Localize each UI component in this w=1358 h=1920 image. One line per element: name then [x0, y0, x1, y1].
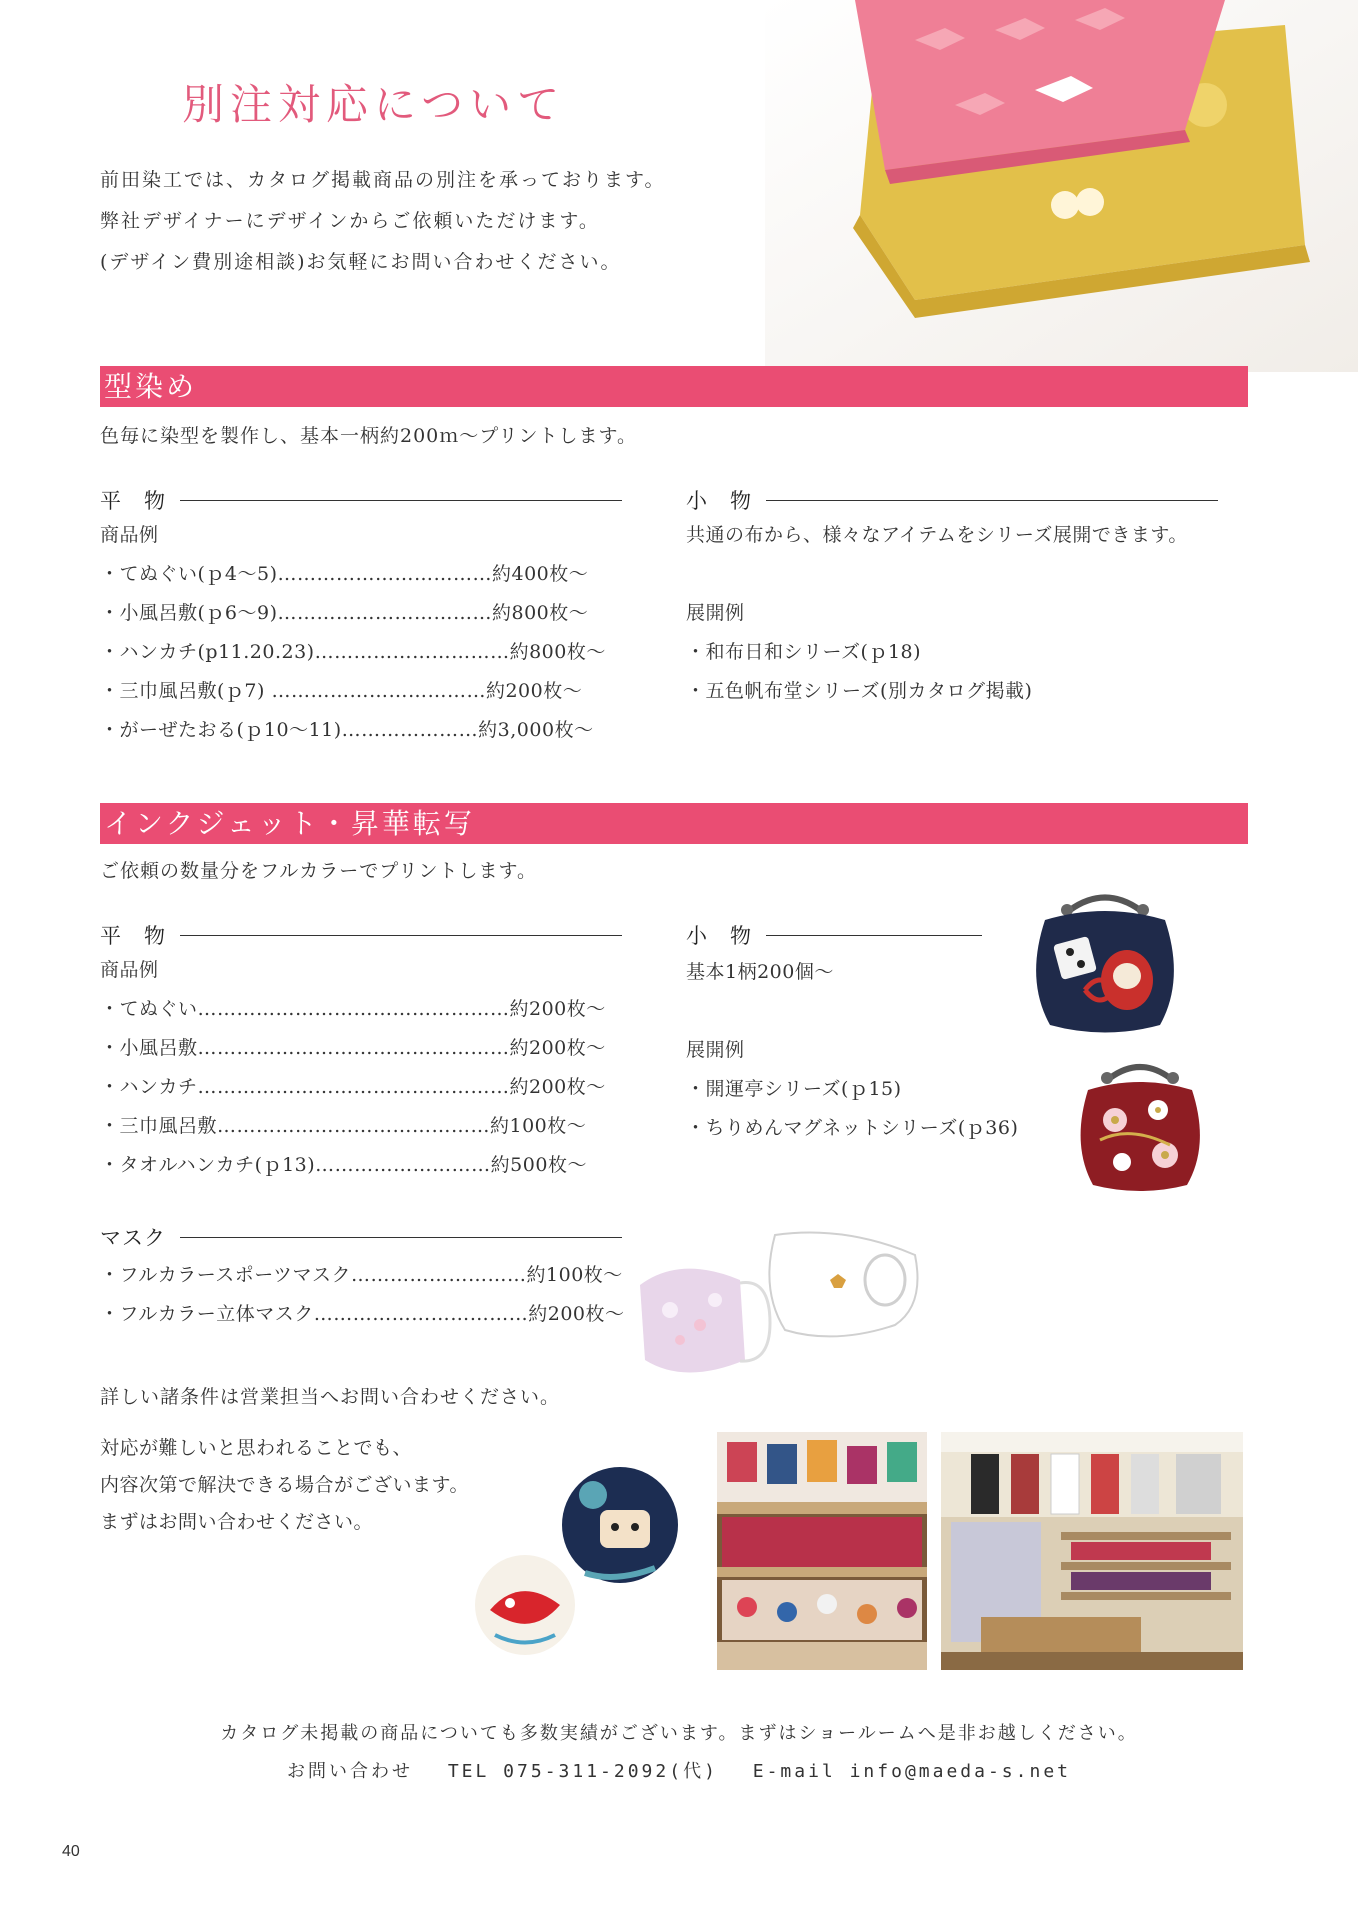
- list-item: ・がーぜたおる(ｐ10～11)…………………約3,000枚～: [100, 719, 594, 741]
- list-item: ・小風呂敷…………………………………………約200枚～: [100, 1037, 606, 1059]
- heading-label: 平 物: [100, 924, 166, 948]
- heading-rule: [180, 1237, 622, 1238]
- katazome-band: 型染め: [100, 366, 1248, 407]
- magnet-photo: [475, 1455, 705, 1665]
- mask-list: [100, 1256, 625, 1334]
- katazome-lead: 色毎に染型を製作し、基本一柄約200ｍ～プリントします。: [100, 425, 637, 447]
- heading-label: 小 物: [686, 489, 752, 513]
- heading-rule: [766, 500, 1218, 501]
- list-item: ・フルカラースポーツマスク………………………約100枚～: [100, 1264, 623, 1286]
- closing-text: [100, 1430, 469, 1541]
- inkjet-lead: ご依頼の数量分をフルカラーでプリントします。: [100, 860, 537, 882]
- list-item: ・和布日和シリーズ(ｐ18): [686, 641, 922, 663]
- heading-label: マスク: [100, 1226, 166, 1250]
- list-item: ・小風呂敷(ｐ6～9)……………………………約800枚～: [100, 602, 589, 624]
- mask-heading: [100, 1222, 622, 1252]
- list-item: ・三巾風呂敷(ｐ7) ……………………………約200枚～: [100, 680, 583, 702]
- list-item: ・ちりめんマグネットシリーズ(ｐ36): [686, 1117, 1019, 1139]
- handkerchief-photo: [765, 0, 1358, 372]
- list-description: 共通の布から、様々なアイテムをシリーズ展開できます。: [686, 524, 1188, 546]
- katazome-small-list: [686, 516, 1188, 711]
- inkjet-band: インクジェット・昇華転写: [100, 803, 1248, 844]
- heading-rule: [180, 500, 622, 501]
- closing-line: 内容次第で解決できる場合がございます。: [100, 1474, 469, 1496]
- list-item: ・てぬぐい…………………………………………約200枚～: [100, 998, 606, 1020]
- inkjet-flat-heading: [100, 920, 622, 950]
- purse-photo: [1070, 1050, 1210, 1200]
- contact-note: 詳しい諸条件は営業担当へお問い合わせください。: [100, 1386, 561, 1408]
- closing-line: まずはお問い合わせください。: [100, 1511, 374, 1533]
- page-title: 別注対応について: [182, 80, 566, 129]
- intro-text: [100, 160, 665, 283]
- list-item: ・開運亭シリーズ(ｐ15): [686, 1078, 902, 1100]
- inkjet-flat-list: [100, 951, 606, 1185]
- list-item: ・五色帆布堂シリーズ(別カタログ掲載): [686, 680, 1033, 702]
- inkjet-small-list: [686, 953, 1018, 1148]
- list-subheading: 展開例: [686, 602, 745, 624]
- list-description: 基本1柄200個～: [686, 961, 834, 983]
- inkjet-small-heading: [686, 920, 982, 950]
- list-subheading: 商品例: [100, 524, 159, 546]
- list-subheading: 展開例: [686, 1039, 745, 1061]
- list-item: ・ハンカチ…………………………………………約200枚～: [100, 1076, 606, 1098]
- heading-rule: [766, 935, 982, 936]
- showroom-photo: [717, 1432, 927, 1670]
- katazome-flat-list: [100, 516, 606, 750]
- footer-note: カタログ未掲載の商品についても多数実績がございます。まずはショールームへ是非お越しください。: [220, 1723, 1138, 1744]
- showroom-photo: [941, 1432, 1243, 1670]
- closing-line: 対応が難しいと思われることでも、: [100, 1437, 413, 1459]
- footer-contact: お問い合わせ TEL 075-311-2092(代) E-mail info@maeda-s.net: [287, 1761, 1071, 1782]
- mask-photo: [630, 1225, 950, 1405]
- intro-line: 前田染工では、カタログ掲載商品の別注を承っております。: [100, 169, 666, 191]
- list-item: ・ハンカチ(p11.20.23)…………………………約800枚～: [100, 641, 606, 663]
- intro-line: 弊社デザイナーにデザインからご依頼いただけます。: [100, 210, 600, 232]
- list-item: ・てぬぐい(ｐ4～5)……………………………約400枚～: [100, 563, 589, 585]
- katazome-small-heading: [686, 485, 1218, 515]
- intro-line: (デザイン費別途相談)お気軽にお問い合わせください。: [100, 251, 622, 273]
- heading-rule: [180, 935, 622, 936]
- page-number: 40: [62, 1843, 80, 1860]
- heading-label: 平 物: [100, 489, 166, 513]
- katazome-flat-heading: [100, 485, 622, 515]
- list-item: ・三巾風呂敷……………………………………約100枚～: [100, 1115, 587, 1137]
- list-item: ・タオルハンカチ(ｐ13)………………………約500枚～: [100, 1154, 587, 1176]
- list-subheading: 商品例: [100, 959, 159, 981]
- heading-label: 小 物: [686, 924, 752, 948]
- list-item: ・フルカラー立体マスク……………………………約200枚～: [100, 1303, 625, 1325]
- purse-photo: [1015, 880, 1195, 1040]
